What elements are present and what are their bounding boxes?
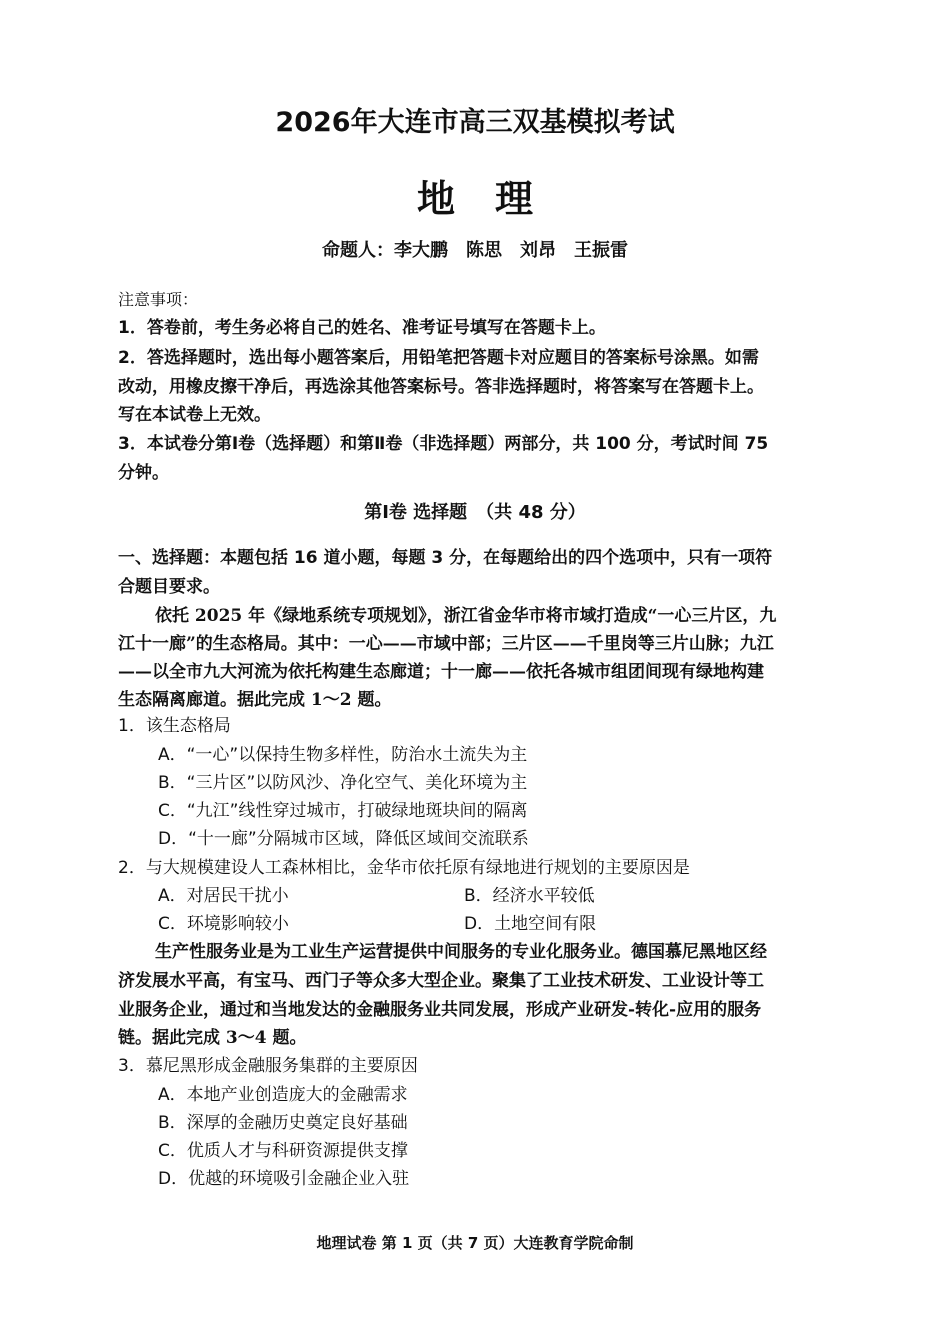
notice-heading: 注意事项：	[118, 290, 199, 309]
passage2-line: 济发展水平高，有宝马、西门子等众多大型企业。聚集了工业技术研发、工业设计等工	[118, 971, 764, 991]
question-3-option-b: B．深厚的金融历史奠定良好基础	[158, 1113, 408, 1133]
notice-item-2-cont: 改动，用橡皮擦干净后，再选涂其他答案标号。答非选择题时，将答案写在答题卡上。	[118, 377, 764, 397]
subject-title: 地理	[416, 177, 573, 221]
passage1-line: 生态隔离廊道。据此完成 1～2 题。	[118, 690, 392, 710]
notice-item-2-end: 写在本试卷上无效。	[118, 405, 271, 425]
question-2-stem: 2．与大规模建设人工森林相比，金华市依托原有绿地进行规划的主要原因是	[118, 858, 690, 878]
question-3-option-c: C．优质人才与科研资源提供支撑	[158, 1141, 408, 1161]
notice-item-1: 1．答卷前，考生务必将自己的姓名、准考证号填写在答题卡上。	[118, 318, 606, 338]
question-2-option-c: C．环境影响较小	[158, 914, 289, 934]
question-1-option-c: C．“九江”线性穿过城市，打破绿地斑块间的隔离	[158, 801, 528, 821]
authors-line: 命题人：李大鹏 陈思 刘昂 王振雷	[322, 240, 628, 261]
notice-item-3-end: 分钟。	[118, 463, 169, 483]
question-3-stem: 3．慕尼黑形成金融服务集群的主要原因	[118, 1056, 418, 1076]
section-instruction: 一、选择题：本题包括 16 道小题，每题 3 分，在每题给出的四个选项中，只有一项符	[118, 548, 773, 568]
exam-title: 2026年大连市高三双基模拟考试	[275, 107, 675, 138]
question-3-option-d: D．优越的环境吸引金融企业入驻	[158, 1169, 410, 1189]
notice-item-3: 3．本试卷分第Ⅰ卷（选择题）和第Ⅱ卷（非选择题）两部分，共 100 分，考试时间 75	[118, 434, 769, 454]
passage1-line: 江十一廊”的生态格局。其中：一心——市域中部；三片区——千里岗等三片山脉；九江	[118, 634, 774, 654]
passage2-line: 链。据此完成 3～4 题。	[118, 1028, 307, 1048]
passage1-line: 依托 2025 年《绿地系统专项规划》，浙江省金华市将市域打造成“一心三片区，九	[155, 606, 777, 626]
question-2-option-a: A．对居民干扰小	[158, 886, 289, 906]
question-2-option-d: D．土地空间有限	[464, 914, 597, 934]
question-1-stem: 1．该生态格局	[118, 716, 231, 736]
question-1-option-a: A．“一心”以保持生物多样性，防治水土流失为主	[158, 745, 528, 765]
passage2-line: 生产性服务业是为工业生产运营提供中间服务的专业化服务业。德国慕尼黑地区经	[155, 942, 767, 962]
passage1-line: ——以全市九大河流为依托构建生态廊道；十一廊——依托各城市组团间现有绿地构建	[118, 662, 764, 682]
question-1-option-d: D．“十一廊”分隔城市区域，降低区域间交流联系	[158, 829, 529, 849]
question-3-option-a: A．本地产业创造庞大的金融需求	[158, 1085, 408, 1105]
question-1-option-b: B．“三片区”以防风沙、净化空气、美化环境为主	[158, 773, 528, 793]
notice-item-2: 2．答选择题时，选出每小题答案后，用铅笔把答题卡对应题目的答案标号涂黑。如需	[118, 348, 759, 368]
page-footer: 地理试卷 第 1 页（共 7 页）大连教育学院命制	[316, 1234, 634, 1252]
passage2-line: 业服务企业，通过和当地发达的金融服务业共同发展，形成产业研发-转化-应用的服务	[118, 1000, 762, 1020]
question-2-option-b: B．经济水平较低	[464, 886, 595, 906]
section-instruction-end: 合题目要求。	[118, 577, 220, 597]
section-title: 第Ⅰ卷 选择题 （共 48 分）	[364, 502, 586, 523]
